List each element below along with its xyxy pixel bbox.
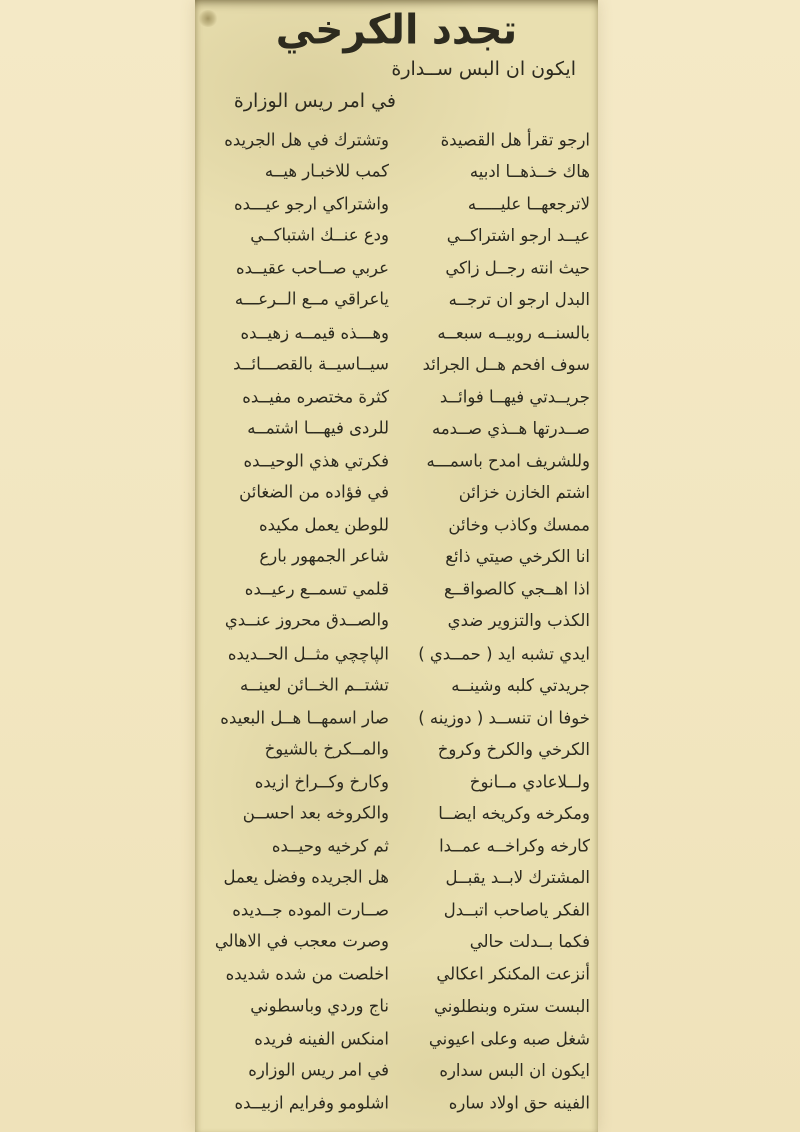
hemistich-left: امنكس الفينه فريده xyxy=(254,1028,389,1049)
hemistich-left: اخلصت من شده شديده xyxy=(225,964,389,985)
hemistich-right: فكما بــدلت حالي xyxy=(469,932,590,952)
hemistich-right: هاك خــذهــا ادبيه xyxy=(469,161,590,182)
hemistich-left: ناج وردي وباسطوني xyxy=(250,995,389,1016)
page-title: تجدد الكرخي xyxy=(275,7,518,54)
verse-row xyxy=(195,349,598,381)
verse-row xyxy=(195,862,598,894)
hemistich-right: عيــد ارجو اشتراكــي xyxy=(446,225,590,246)
hemistich-left: صــارت الموده جــديده xyxy=(232,900,389,921)
hemistich-right: سوف افحم هــل الجرائد xyxy=(422,354,590,374)
hemistich-left: قلمي تسمــع رعيــده xyxy=(244,579,389,600)
hemistich-left: كثرة مختصره مفيــده xyxy=(242,386,389,407)
verse-row xyxy=(195,573,598,605)
verse-row xyxy=(195,124,598,156)
hemistich-left: والصــدق محروز عنــدي xyxy=(224,610,389,631)
hemistich-left: كمب للاخبـار هيــه xyxy=(264,161,389,181)
hemistich-right: الفينه حق اولاد ساره xyxy=(448,1093,590,1113)
hemistich-left: ودع عنــك اشتباكــي xyxy=(250,225,389,246)
hemistich-left: واشتراكي ارجو عيـــده xyxy=(233,194,389,214)
verse-row xyxy=(195,926,598,958)
hemistich-right: المشترك لابــد يقبــل xyxy=(445,867,590,888)
hemistich-left: للوطن يعمل مكيده xyxy=(258,515,389,535)
verse-row xyxy=(195,958,598,990)
hemistich-left: ثم كرخيه وحيــده xyxy=(271,836,389,856)
verse-row xyxy=(195,541,598,573)
hemistich-left: صار اسمهــا هــل البعيده xyxy=(220,707,389,728)
hemistich-right: البست ستره وبنطلوني xyxy=(434,996,590,1016)
hemistich-left: هل الجريده وفضل يعمل xyxy=(223,867,389,887)
verse-row xyxy=(195,991,598,1023)
opening-verse xyxy=(195,58,598,122)
hemistich-left: والكروخه بعد احســن xyxy=(242,803,389,823)
hemistich-left: في فؤاده من الضغائن xyxy=(239,482,389,502)
hemistich-right: ممسك وكاذب وخائن xyxy=(448,515,590,535)
verse-row xyxy=(195,605,598,637)
hemistich-right: ولــلاعادي مــانوخ xyxy=(469,772,590,792)
hemistich-left: للردى فيهـــا اشتمــه xyxy=(247,418,389,438)
verse-row xyxy=(195,445,598,477)
verse-row xyxy=(195,1055,598,1087)
verse-row xyxy=(195,1087,598,1119)
hemistich-right: الكرخي والكرخ وكروخ xyxy=(437,739,590,760)
poem-body xyxy=(195,124,598,1119)
hemistich-left: سيــاسيــة بالقصـــائــد xyxy=(233,353,389,374)
hemistich-right: أنزعت المكنكر اعكالي xyxy=(436,964,590,985)
verse-row xyxy=(195,509,598,541)
verse-row xyxy=(195,766,598,798)
hemistich-right: ومكرخه وكريخه ايضــا xyxy=(438,803,590,824)
verse-row xyxy=(195,413,598,445)
newspaper-clipping xyxy=(195,0,598,1132)
hemistich-right: الكذب والتزوير ضدي xyxy=(447,611,590,631)
hemistich-left: وصرت معجب في الاهالي xyxy=(214,931,389,952)
hemistich-left: وتشترك في هل الجريده xyxy=(224,130,389,150)
hemistich-right: صــدرتها هــذي صــدمه xyxy=(432,418,590,439)
verse-row xyxy=(195,638,598,670)
hemistich-right: وللشريف امدح باسمـــه xyxy=(426,451,590,471)
verse-row xyxy=(195,734,598,766)
opening-hemistich-right: ايكون ان البس ســدارة xyxy=(391,58,576,80)
hemistich-right: اذا اهــجي كالصواقــع xyxy=(443,579,590,600)
hemistich-left: تشتــم الخــائن لعينــه xyxy=(240,674,389,695)
hemistich-right: انا الكرخي صيتي ذائع xyxy=(445,546,590,567)
hemistich-right: ايكون ان البس سداره xyxy=(439,1060,590,1081)
verse-row xyxy=(195,798,598,830)
hemistich-left: وكارخ وكــراخ ازيده xyxy=(254,772,389,792)
hemistich-right: شغل صبه وعلى اعيوني xyxy=(428,1028,590,1049)
ink-smudge xyxy=(198,10,218,27)
verse-row xyxy=(195,188,598,220)
hemistich-left: والمــكرخ بالشيوخ xyxy=(264,738,389,759)
verse-row xyxy=(195,252,598,284)
hemistich-right: جريدتي كلبه وشينــه xyxy=(451,675,590,695)
hemistich-right: ايدي تشبه ايد ( حمــدي ) xyxy=(418,643,590,664)
verse-row xyxy=(195,477,598,509)
hemistich-right: اشتم الخازن خزائن xyxy=(458,482,590,503)
verse-row xyxy=(195,894,598,926)
hemistich-right: البدل ارجو ان ترجــه xyxy=(448,290,590,310)
verse-row xyxy=(195,830,598,862)
verse-row xyxy=(195,220,598,252)
verse-row xyxy=(195,670,598,702)
hemistich-right: ارجو تقرأ هل القصيدة xyxy=(440,130,590,150)
hemistich-right: جريــدتي فيهــا فوائــد xyxy=(439,386,590,407)
opening-hemistich-left: في امر ريس الوزارة xyxy=(233,90,396,112)
hemistich-left: شاعر الجمهور بارع xyxy=(259,546,389,566)
hemistich-right: خوفا ان تنســد ( دوزينه ) xyxy=(418,707,590,728)
hemistich-right: كارخه وكراخــه عمــدا xyxy=(439,836,590,856)
hemistich-left: ياعراقي مــع الــرعـــه xyxy=(234,289,389,310)
verse-row xyxy=(195,156,598,188)
hemistich-left: اشلومو وفرايم ازبيــده xyxy=(234,1093,389,1113)
verse-row xyxy=(195,381,598,413)
hemistich-left: وهـــذه قيمــه زهيــده xyxy=(240,322,389,343)
hemistich-right: الفكر ياصاحب اتبــدل xyxy=(443,900,590,921)
verse-row xyxy=(195,317,598,349)
verse-row xyxy=(195,1023,598,1055)
hemistich-left: فكرتي هذي الوحيــده xyxy=(243,451,389,471)
verse-row xyxy=(195,702,598,734)
hemistich-right: لاترجعهــا عليـــــه xyxy=(467,194,590,214)
hemistich-left: الپاچچي مثــل الحــديده xyxy=(227,643,389,664)
hemistich-right: حيث انته رجــل زاكي xyxy=(445,258,590,279)
hemistich-left: عربي صــاحب عقيــده xyxy=(235,258,389,279)
hemistich-right: بالسنــه روبيــه سبعــه xyxy=(437,322,590,343)
hemistich-left: في امر ريس الوزاره xyxy=(248,1059,389,1080)
verse-row xyxy=(195,284,598,316)
